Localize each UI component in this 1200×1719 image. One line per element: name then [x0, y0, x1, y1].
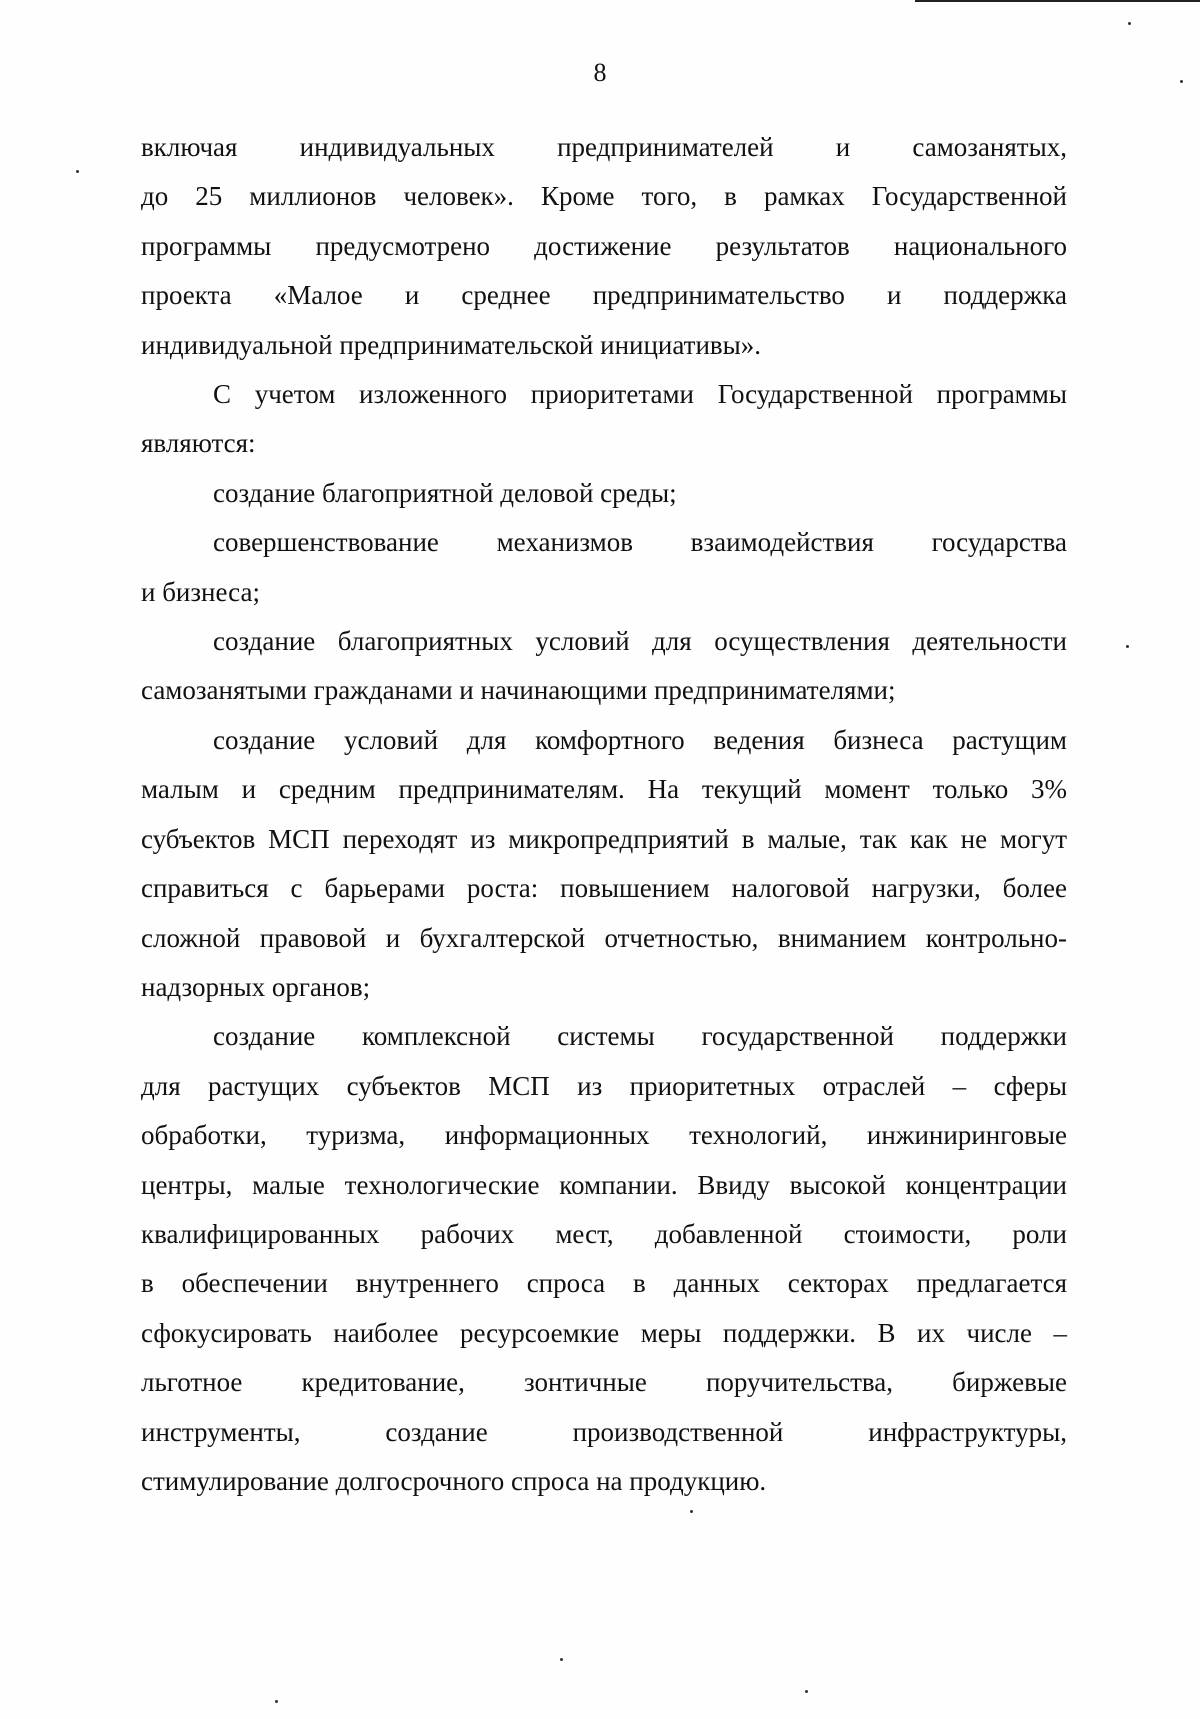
- text-line: и бизнеса;: [141, 576, 260, 607]
- scan-speck: [805, 1690, 808, 1693]
- scan-edge-rule: [915, 0, 1200, 2]
- text-line: программы предусмотрено достижение результатов национального: [141, 230, 1067, 261]
- text-line: создание условий для комфортного ведения бизнеса растущим: [213, 724, 1067, 755]
- text-line: С учетом изложенного приоритетами Государственной программы: [213, 379, 1067, 410]
- scan-speck: [275, 1700, 278, 1703]
- text-line: льготное кредитование, зонтичные поручительства, биржевые: [141, 1367, 1067, 1398]
- text-line: до 25 миллионов человек». Кроме того, в рамках Государственной: [141, 181, 1067, 212]
- scan-speck: [1128, 22, 1131, 25]
- text-line: создание благоприятных условий для осуществления деятельности: [213, 626, 1067, 657]
- text-line: создание благоприятной деловой среды;: [213, 477, 677, 508]
- document-body: [141, 123, 1067, 1506]
- text-line: стимулирование долгосрочного спроса на продукцию.: [141, 1465, 767, 1496]
- page-number: 8: [593, 58, 607, 87]
- text-line: инструменты, создание производственной инфраструктуры,: [141, 1416, 1067, 1447]
- text-line: сложной правовой и бухгалтерской отчетностью, вниманием контрольно-: [141, 922, 1067, 953]
- text-line: субъектов МСП переходят из микропредприятий в малые, так как не могут: [141, 823, 1067, 854]
- text-line: совершенствование механизмов взаимодействия государства: [213, 527, 1067, 558]
- text-line: надзорных органов;: [141, 971, 371, 1002]
- text-line: проекта «Малое и среднее предпринимательство и поддержка: [141, 280, 1067, 311]
- text-line: справиться с барьерами роста: повышением налоговой нагрузки, более: [141, 873, 1067, 904]
- text-line: сфокусировать наиболее ресурсоемкие меры поддержки. В их числе –: [141, 1317, 1067, 1348]
- scan-speck: [1180, 80, 1183, 83]
- text-line: центры, малые технологические компании. Ввиду высокой концентрации: [141, 1169, 1067, 1200]
- scan-speck: [76, 170, 79, 173]
- text-line: создание комплексной системы государственной поддержки: [213, 1021, 1067, 1052]
- text-line: включая индивидуальных предпринимателей и самозанятых,: [141, 132, 1067, 162]
- text-line: являются:: [141, 428, 256, 459]
- scan-speck: [690, 1510, 693, 1513]
- text-line: самозанятыми гражданами и начинающими предпринимателями;: [141, 675, 896, 706]
- scan-speck: [1126, 645, 1129, 648]
- text-line: в обеспечении внутреннего спроса в данных секторах предлагается: [141, 1268, 1067, 1299]
- scan-speck: [560, 1658, 563, 1661]
- text-line: обработки, туризма, информационных технологий, инжиниринговые: [141, 1120, 1067, 1151]
- text-line: индивидуальной предпринимательской инициативы».: [141, 329, 762, 360]
- text-line: для растущих субъектов МСП из приоритетных отраслей – сферы: [141, 1070, 1067, 1101]
- text-line: квалифицированных рабочих мест, добавленной стоимости, роли: [141, 1218, 1067, 1249]
- text-line: малым и средним предпринимателям. На текущий момент только 3%: [141, 774, 1067, 805]
